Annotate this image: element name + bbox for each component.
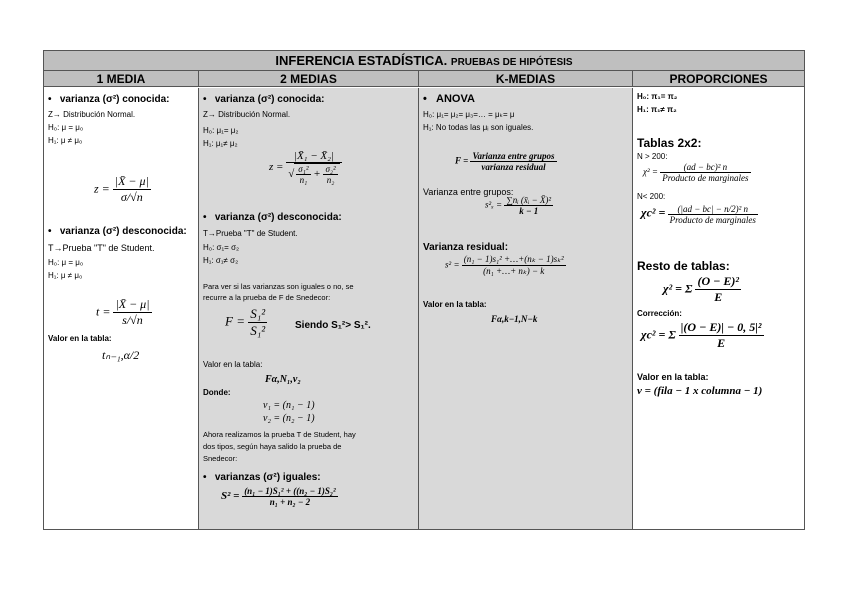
title-sub: PRUEBAS DE HIPÓTESIS — [450, 57, 573, 68]
siendo-text: Siendo S₁²> S₁². — [295, 320, 371, 331]
correccion-label: Corrección: — [637, 309, 682, 318]
header-proporciones: PROPORCIONES — [633, 71, 804, 87]
bullet-known-variance: • varianza (σ²) conocida: — [48, 94, 170, 105]
table-value-label: Valor en la tabla: — [203, 360, 263, 369]
snedecor-text-2: recurre a la prueba de F de Snedecor: — [203, 293, 331, 302]
student-text-3: Snedecor: — [203, 454, 238, 463]
chi-square-corrected-formula: χc² = $\frac{\text{(|ad − bc| − n/2)² n}}{\text{Producto de marginales}}$ — [641, 204, 756, 225]
h1-text: H₁: μ ≠ μ₀ — [48, 136, 83, 145]
student-text-2: dos tipos, según haya salido la prueba de — [203, 442, 342, 451]
anova-table-value: Fα,k−1,N−k — [491, 314, 538, 324]
bullet-unknown-variance: • varianza (σ²) desconocida: — [203, 212, 342, 223]
between-groups-label: Varianza entre grupos: — [423, 187, 514, 197]
column-k-medias — [419, 88, 633, 529]
h0-text: H₀: μ = μ₀ — [48, 123, 84, 132]
title-main: INFERENCIA ESTADÍSTICA. — [275, 53, 448, 68]
chi-square-yates-formula: χc² = Σ $\frac{\text{|(O − E)| − 0, 5|²}}{E}$ — [641, 320, 762, 350]
column-proporciones — [633, 88, 804, 529]
bullet-anova: • ANOVA — [423, 93, 475, 105]
n-less-200: N< 200: — [637, 192, 666, 201]
h0b-text: H₀: μ = μ₀ — [48, 258, 84, 267]
table-title — [44, 51, 804, 71]
t-formula: t = $\frac{|X̄ - \mu|}{s/√n}$ — [96, 297, 150, 327]
t-student-text: T→Prueba "T" de Student. — [203, 229, 298, 238]
resto-tablas-heading: Resto de tablas: — [637, 259, 730, 273]
between-groups-formula: s²ₓ = $\frac{\text{∑nᵢ (x̄ᵢ − X̄)²}}{k - 1}$ — [485, 195, 552, 216]
n-greater-200: N > 200: — [637, 152, 668, 161]
h1-text: H₁: π₁≠ π₂ — [637, 105, 677, 114]
header-2-medias: 2 MEDIAS — [199, 71, 419, 87]
column-1-media — [44, 88, 199, 529]
h0-text: H₀: μ₁= μ₂ — [203, 126, 239, 135]
table-value-label: Valor en la tabla: — [423, 300, 487, 309]
t-table-value: tₙ₋₁,α/2 — [102, 348, 140, 362]
hypothesis-testing-table — [43, 50, 805, 530]
column-2-medias — [199, 88, 419, 529]
f-table-value: Fα,N₁,v₂ — [265, 374, 301, 385]
z-formula: z = |X̄₁ − X̄₂| √ $\frac{\text{σ₁²}}{\text{n₁}}$ + $\frac{\text{σ₂²}}{\text{n₂}}$ — [269, 150, 342, 185]
z-distribution-text: Z→ Distribución Normal. — [203, 110, 291, 119]
chi-square-formula: χ² = $\frac{\text{(ad − bc)² n}}{\text{Producto de marginales}}$ — [643, 162, 749, 183]
z-formula: z = $\frac{|X̄ - \mu|}{\sigma/√n}$ — [94, 174, 149, 204]
student-text-1: Ahora realizamos la prueba T de Student, hay — [203, 430, 356, 439]
bullet-known-variance: • varianza (σ²) conocida: — [203, 94, 325, 105]
pooled-variance-formula: S² = $\frac{\text{(n₁ − 1)S₁² + ((n₂ − 1)S₂²}}{\text{n₁ + n₂ − 2}}$ — [221, 486, 336, 507]
tablas-2x2-heading: Tablas 2x2: — [637, 136, 702, 150]
z-distribution-text: Z→ Distribución Normal. — [48, 110, 136, 119]
donde-label: Donde: — [203, 388, 231, 397]
h0b-text: H₀: σ₁= σ₂ — [203, 243, 240, 252]
v2-formula: v₂ = (n₂ − 1) — [263, 413, 315, 424]
snedecor-text-1: Para ver si las varianzas son iguales o no, se — [203, 282, 354, 291]
chi-square-general-formula: χ² = Σ $\frac{\text{(O − E)²}}{E}$ — [663, 274, 739, 304]
h1b-text: H₁: σ₁≠ σ₂ — [203, 256, 239, 265]
t-student-text: T→Prueba "T" de Student. — [48, 243, 155, 253]
h0-text: H₀: μ₁= μ₂= μ₃=… = μₖ= μ — [423, 110, 515, 119]
f-formula: F = $\frac{\text{S₁²}}{\text{S₁²}}$ — [225, 306, 266, 338]
table-value-label: Valor en la tabla: — [637, 372, 709, 382]
bullet-unknown-variance: • varianza (σ²) desconocida: — [48, 226, 187, 237]
bullet-equal-variances: • varianzas (σ²) iguales: — [203, 472, 321, 483]
header-1-media: 1 MEDIA — [44, 71, 199, 87]
anova-f-formula: F = $\frac{\text{Varianza entre grupos}}{\text{varianza residual}}$ — [455, 151, 555, 172]
h1-text: H₁: No todas las μᵢ son iguales. — [423, 123, 534, 132]
header-k-medias: K-MEDIAS — [419, 71, 633, 87]
table-value-label: Valor en la tabla: — [48, 334, 112, 343]
v1-formula: v₁ = (n₁ − 1) — [263, 400, 315, 411]
residual-formula: s² = $\frac{\text{(n₁ − 1)s₁² +…+(nₖ − 1)sₖ²}}{\text{(n₁ +…+ nₖ) − k}}$ — [445, 254, 564, 276]
h1b-text: H₁: μ ≠ μ₀ — [48, 271, 83, 280]
h1-text: H₁: μ₁≠ μ₂ — [203, 139, 238, 148]
degrees-of-freedom-formula: v = (fila − 1 x columna − 1) — [637, 385, 763, 397]
residual-label: Varianza residual: — [423, 242, 509, 253]
h0-text: H₀: π₁= π₂ — [637, 92, 678, 101]
